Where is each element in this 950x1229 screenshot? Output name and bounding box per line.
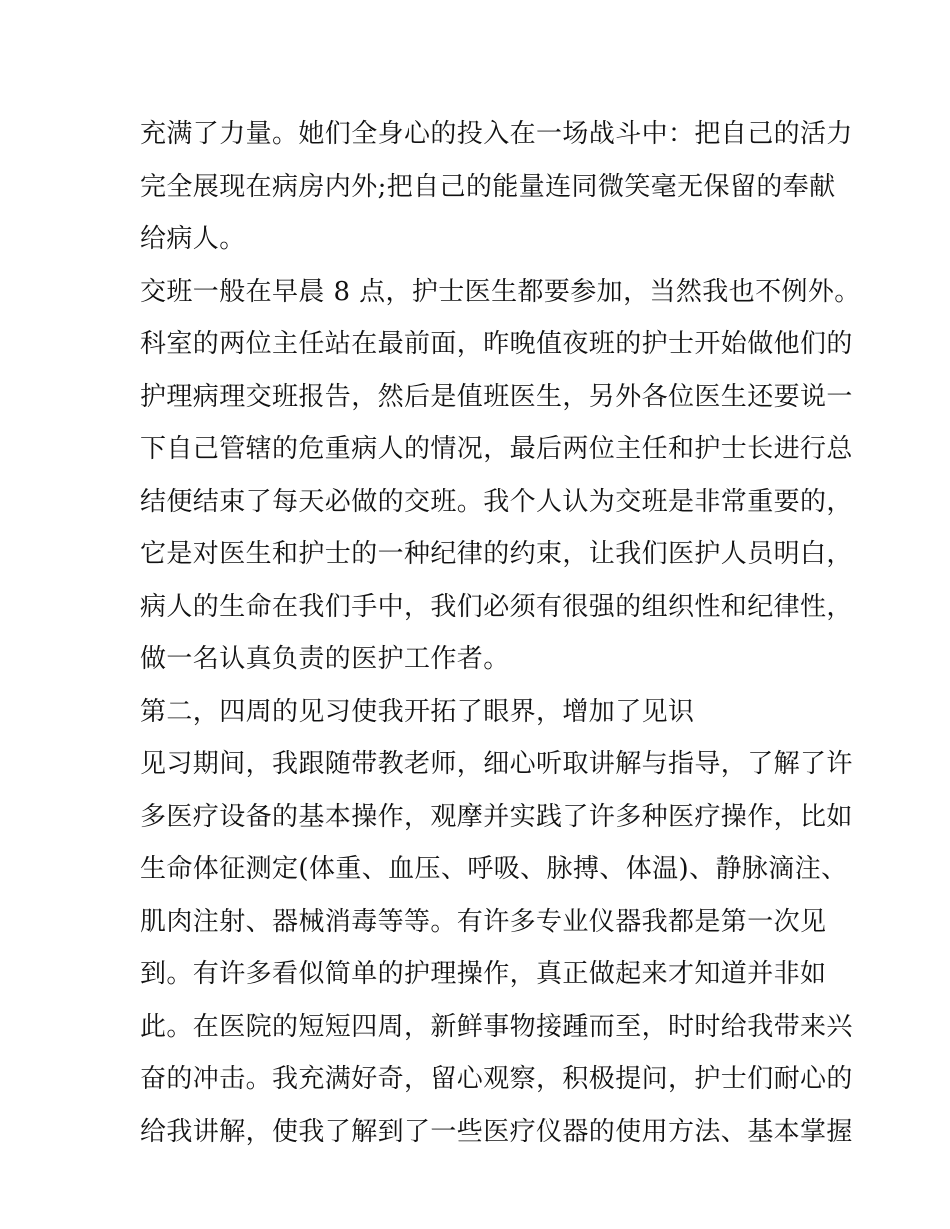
- text-line: 结便结束了每天必做的交班。我个人认为交班是非常重要的，: [140, 486, 853, 517]
- text-line: 下自己管辖的危重病人的情况，最后两位主任和护士长进行总: [140, 434, 853, 464]
- text-line: 见习期间，我跟随带教老师，细心听取讲解与指导，了解了许: [140, 749, 853, 779]
- text-line: 给我讲解，使我了解到了一些医疗仪器的使用方法、基本掌握: [140, 1116, 853, 1147]
- text-line: 多医疗设备的基本操作，观摩并实践了许多种医疗操作，比如: [140, 801, 853, 832]
- text-line: 它是对医生和护士的一种纪律的约束，让我们医护人员明白，: [140, 539, 853, 569]
- text-line: 此。在医院的短短四周，新鲜事物接踵而至，时时给我带来兴: [140, 1011, 853, 1042]
- text-line: 护理病理交班报告，然后是值班医生，另外各位医生还要说一: [140, 381, 853, 412]
- text-line: 科室的两位主任站在最前面，昨晚值夜班的护士开始做他们的: [140, 329, 853, 359]
- text-line: 给病人。: [140, 224, 246, 254]
- text-line: 到。有许多看似简单的护理操作，真正做起来才知道并非如: [140, 959, 827, 989]
- text-line: 做一名认真负责的医护工作者。: [140, 644, 510, 674]
- section-heading: 第二，四周的见习使我开拓了眼界，增加了见识: [140, 696, 695, 727]
- document-body: [140, 108, 861, 1158]
- text-line: 肌肉注射、器械消毒等等。有许多专业仪器我都是第一次见: [140, 906, 827, 937]
- text-line: 充满了力量。她们全身心的投入在一场战斗中：把自己的活力: [140, 119, 853, 149]
- text-line: 奋的冲击。我充满好奇，留心观察，积极提问，护士们耐心的: [140, 1064, 853, 1094]
- text-line: 交班一般在早晨 8 点，护士医生都要参加，当然我也不例外。: [140, 276, 861, 307]
- text-line: 病人的生命在我们手中，我们必须有很强的组织性和纪律性，: [140, 591, 853, 622]
- text-line: 完全展现在病房内外;把自己的能量连同微笑毫无保留的奉献: [140, 171, 836, 202]
- text-line: 生命体征测定(体重、血压、呼吸、脉搏、体温)、静脉滴注、: [140, 854, 848, 884]
